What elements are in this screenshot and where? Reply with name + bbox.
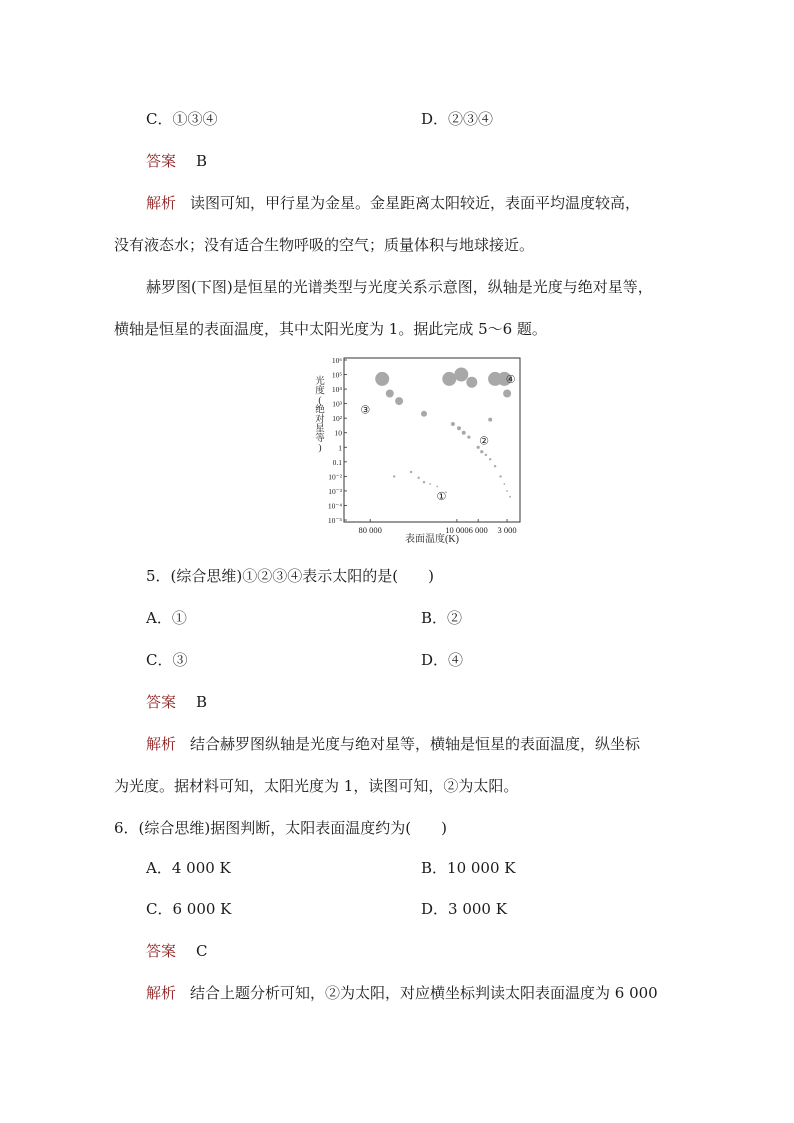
q5-option-b: B．② [421,609,463,627]
q6-option-a: A．4 000 K [146,859,231,877]
y-tick-label: 1 [338,443,342,453]
data-point [418,477,420,479]
data-point [506,490,508,492]
x-tick-label: 3 000 [497,525,517,535]
q4-option-c: C．①③④ [146,110,218,128]
data-point [499,475,501,477]
data-point [480,450,483,453]
q6-analysis-line1 [146,983,658,1003]
answer-value: B [196,152,208,170]
data-point [375,372,389,386]
data-point [454,368,468,382]
data-point [442,372,456,386]
x-tick-label: 10 000 [445,525,469,535]
data-point [504,483,506,485]
x-tick-label: 6 000 [468,525,488,535]
q4-analysis-line1 [146,193,640,213]
data-point [436,486,438,488]
y-tick-label: 10⁻⁵ [327,516,342,525]
material-line1: 赫罗图(下图)是恒星的光谱类型与光度关系示意图，纵轴是光度与绝对星等， [146,278,653,296]
y-tick-label: 10⁵ [331,370,342,380]
analysis-text: 结合赫罗图纵轴是光度与绝对星等，横轴是恒星的表面温度，纵坐标 [190,735,641,753]
group-label: ① [436,491,447,503]
analysis-label: 解析 [146,735,177,753]
q5-analysis-line1 [146,734,640,754]
group-label: ④ [505,373,516,386]
data-point [423,481,425,483]
group-annotations [360,374,515,503]
data-point [395,397,403,405]
group-label: ② [479,435,490,448]
x-axis-label: 表面温度(K) [405,534,459,545]
y-tick-label: 10⁻² [328,472,342,482]
data-point [462,431,466,435]
y-tick-label: 10 [334,428,342,438]
material-line2: 横轴是恒星的表面温度，其中太阳光度为 1。据此完成 5～6 题。 [114,320,547,338]
y-tick-label: 0.1 [332,457,342,467]
y-tick-label: 10⁶ [331,356,342,365]
q5-analysis-line2: 为光度。据材料可知，太阳光度为 1，读图可知，②为太阳。 [114,777,519,795]
q5-option-d: D．④ [421,651,464,669]
q6-option-c: C．6 000 K [146,900,232,918]
q6-option-d: D．3 000 K [421,900,507,918]
data-point [494,465,496,467]
analysis-label: 解析 [146,194,177,212]
x-tick-label: 80 000 [358,525,382,535]
answer-label: 答案 [146,152,177,170]
data-point [503,390,511,398]
y-tick-label: 10⁻³ [328,486,342,496]
data-point [429,483,431,485]
data-point [467,436,470,439]
data-point [451,422,455,426]
y-axis-label: 光度(绝对星等) [315,377,325,454]
data-point [421,411,427,417]
data-point [488,418,492,422]
q5-option-a: A．① [146,609,187,627]
q4-analysis-line2: 没有液态水；没有适合生物呼吸的空气；质量体积与地球接近。 [114,236,535,254]
answer-label: 答案 [146,942,177,960]
q6-answer-row [146,941,208,961]
data-point [489,458,491,460]
analysis-text: 结合上题分析可知，②为太阳，对应横坐标判读太阳表面温度为 6 000 [190,984,658,1002]
analysis-text: 读图可知，甲行星为金星。金星距离太阳较近，表面平均温度较高， [190,194,641,212]
q6-stem: 6．(综合思维)据图判断，太阳表面温度约为( ) [114,819,447,837]
q5-answer-row [146,692,207,712]
data-point [509,496,511,498]
data-point [393,475,395,477]
q4-option-d: D．②③④ [421,110,494,128]
q5-stem: 5．(综合思维)①②③④表示太阳的是( ) [146,567,434,585]
y-tick-label: 10⁴ [331,385,342,395]
y-tick-label: 10³ [332,399,342,409]
data-point [457,426,461,430]
hr-diagram-chart [308,354,528,546]
answer-value: C [196,942,208,960]
data-points [375,368,511,498]
q5-option-c: C．③ [146,651,188,669]
data-point [466,377,477,388]
data-point [410,471,412,473]
y-tick-label: 10² [332,414,342,424]
q6-option-b: B．10 000 K [421,859,516,877]
y-tick-label: 10⁻⁴ [327,501,342,511]
answer-label: 答案 [146,693,177,711]
data-point [485,454,487,456]
data-point [386,390,394,398]
group-label: ③ [360,404,371,417]
x-axis-ticks [359,519,517,535]
q4-answer-row [146,151,207,171]
answer-value: B [196,693,208,711]
analysis-label: 解析 [146,984,177,1002]
